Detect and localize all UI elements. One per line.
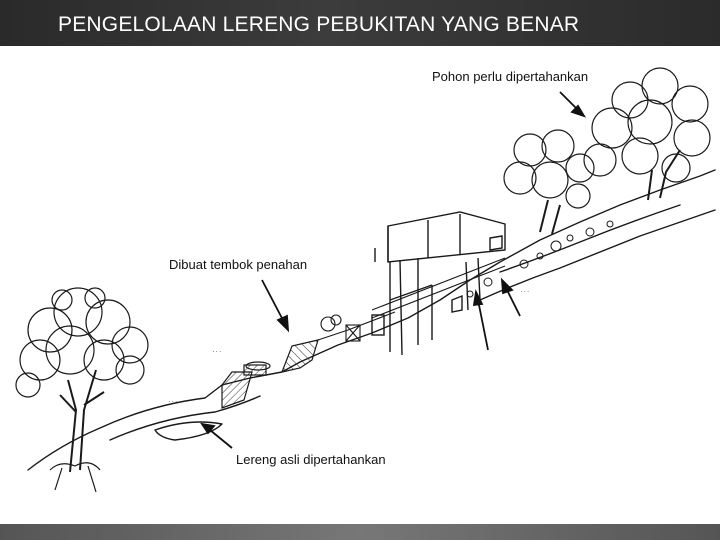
label-trees: Pohon perlu dipertahankan [432, 69, 589, 84]
bedrock-annotation: ... [520, 288, 530, 294]
title-bar [0, 0, 720, 46]
label-retaining-wall: Dibuat tembok penahan [169, 257, 308, 272]
label-original-slope: Lereng asli dipertahankan [236, 452, 386, 467]
tree-icon [16, 288, 148, 492]
slide-title: PENGELOLAAN LERENG PEBUKITAN YANG BENAR [58, 13, 580, 36]
tree-icon [504, 130, 594, 234]
arrow-icon [560, 92, 584, 116]
soil-annotation: ... [168, 398, 178, 404]
tree-icon [584, 68, 710, 200]
bottom-bar [0, 524, 720, 540]
wall-annotation: ... [212, 348, 222, 354]
arrow-icon [502, 280, 520, 316]
arrow-icon [262, 280, 288, 330]
arrow-icon [474, 292, 488, 350]
